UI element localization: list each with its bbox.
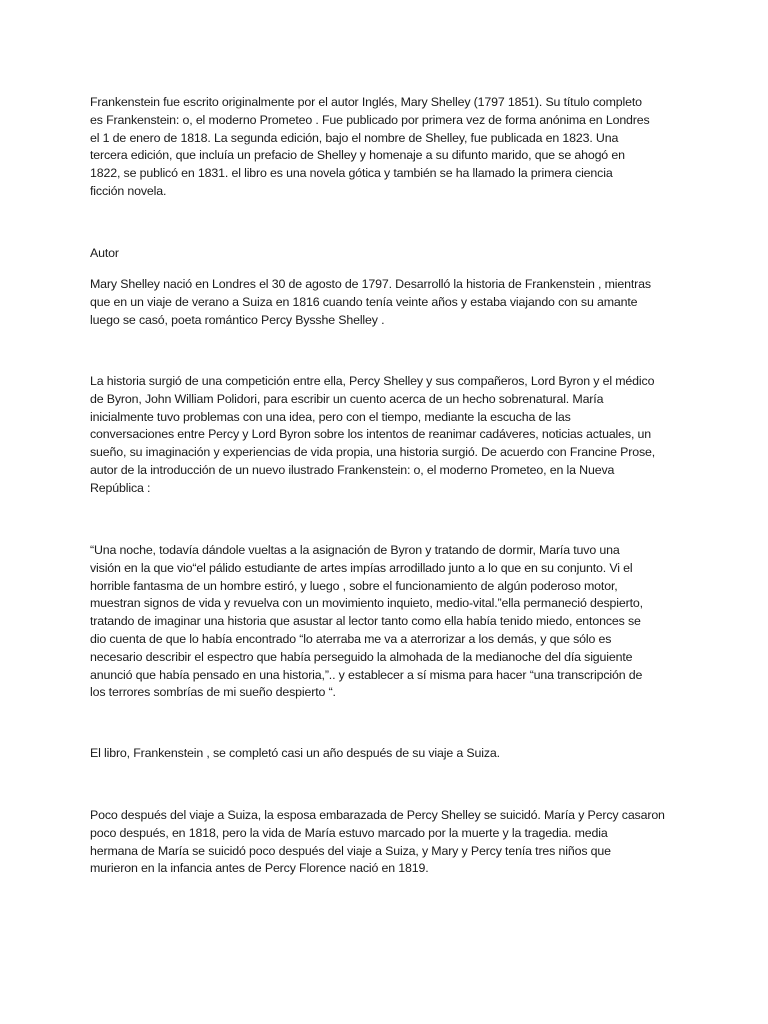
section-heading-autor: Autor <box>90 246 119 260</box>
paragraph-completion: El libro, Frankenstein , se completó casi un año después de su viaje a Suiza. <box>90 746 500 760</box>
paragraph-story-origin: La historia surgió de una competición entre ella, Percy Shelley y sus compañeros, Lord Byron y el médico de Byron, John William Polidori, para escribir un cuento acerca de un hecho sobrenatural. María inicialmente tuvo problemas con una idea, pero con el tiempo, mediante la escucha de las conversaciones entre Percy y Lord Byron sobre los intentos de reanimar cadáveres, noticias actuales, un sueño, su imaginación y experiencias de vida propia, una historia surgió. De acuerdo con Francine Prose, autor de la introducción de un nuevo ilustrado Frankenstein: o, el moderno Prometeo, en la Nueva República : <box>90 374 656 495</box>
paragraph-author-bio: Mary Shelley nació en Londres el 30 de agosto de 1797. Desarrolló la historia de Frankenstein , mientras que en un viaje de verano a Suiza en 1816 cuando tenía veinte años y estaba viajando con su amante luego se casó, poeta romántico Percy Bysshe Shelley . <box>90 277 651 327</box>
paragraph-quote: “Una noche, todavía dándole vueltas a la asignación de Byron y tratando de dormir, María tuvo una visión en la que vio“el pálido estudiante de artes impías arrodillado junto a lo que en su conjunto. Vi el horrible fantasma de un hombre estiró, y luego , sobre el funcionamiento de algún poderoso motor, muestran signos de vida y revuelva con un movimiento inquieto, medio-vital.”ella permaneció despierto, tratando de imaginar una historia que asustar al lector tanto como ella había tenido miedo, entonces se dio cuenta de que lo había encontrado “lo aterraba me va a aterrorizar a los demás, y que sólo es necesario describir el espectro que había perseguido la almohada de la medianoche del día siguiente anunció que había pensado en una historia,”.. y establecer a sí misma para hacer “una transcripción de los terrores sombrías de mi sueño despierto “. <box>90 543 643 700</box>
paragraph-aftermath: Poco después del viaje a Suiza, la esposa embarazada de Percy Shelley se suicidó. María y Percy casaron poco después, en 1818, pero la vida de María estuvo marcado por la muerte y la tragedia. media hermana de María se suicidó poco después del viaje a Suiza, y Mary y Percy tenía tres niños que murieron en la infancia antes de Percy Florence nació en 1819. <box>90 808 665 876</box>
paragraph-intro: Frankenstein fue escrito originalmente por el autor Inglés, Mary Shelley (1797 1851). Su título completo es Frankenstein: o, el moderno Prometeo . Fue publicado por primera vez de forma anónima en Londres el 1 de enero de 1818. La segunda edición, bajo el nombre de Shelley, fue publicada en 1823. Una tercera edición, que incluía un prefacio de Shelley y homenaje a su difunto marido, que se ahogó en 1822, se publicó en 1831. el libro es una novela gótica y también se ha llamado la primera ciencia ficción novela. <box>90 95 650 198</box>
